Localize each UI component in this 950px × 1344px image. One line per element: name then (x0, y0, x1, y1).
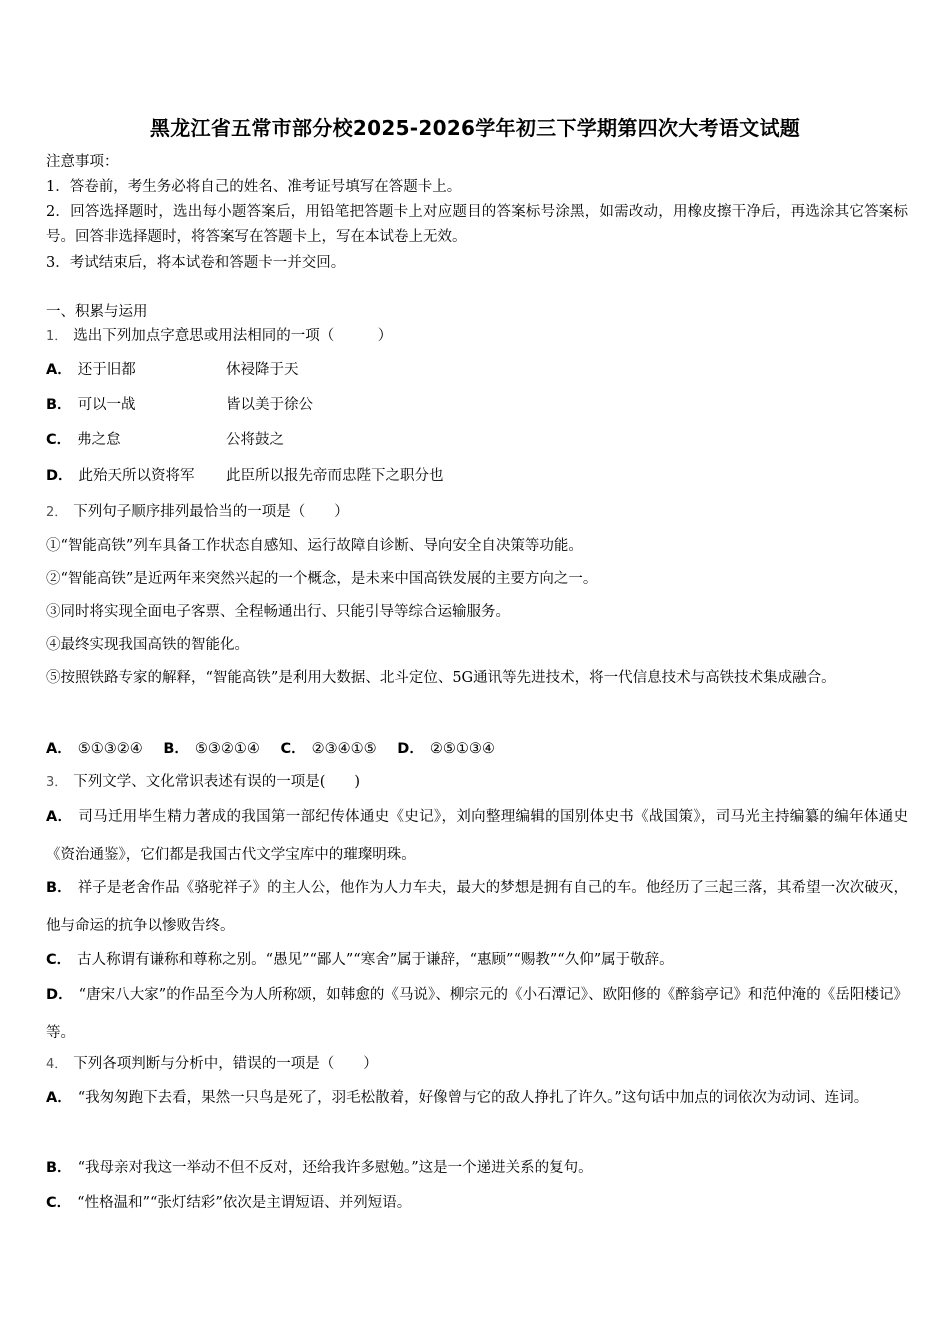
sentence-item: ④最终实现我国高铁的智能化。 (46, 637, 249, 653)
question-3-option-a (46, 798, 908, 874)
question-4-stem (46, 1054, 908, 1075)
question-1-option-c (46, 430, 908, 450)
question-4-option-b (46, 1158, 908, 1178)
question-1-option-a (46, 360, 908, 380)
option-left: 还于旧都 (77, 362, 136, 378)
sentence-item: ⑤按照铁路专家的解释，“智能高铁”是利用大数据、北斗定位、5G通讯等先进技术，将一代信息技术与高铁技术集成融合。 (46, 670, 836, 686)
option-label: D． (46, 987, 73, 1003)
option-text: ⑤①③②④ (77, 741, 143, 757)
question-3-option-d (46, 976, 908, 1052)
option-text: 祥子是老舍作品《骆驼祥子》的主人公，他作为人力车夫，最大的梦想是拥有自己的车。他经历了三起三落，其希望一次次破灭，他与命运的抗争以惨败告终。 (46, 880, 908, 934)
sentence-item: ①“智能高铁”列车具备工作状态自感知、运行故障自诊断、导向安全自决策等功能。 (46, 538, 583, 554)
option-right: 皆以美于徐公 (226, 397, 313, 413)
option-label: C． (280, 741, 306, 757)
question-2-options (46, 739, 908, 759)
option-label: C． (46, 952, 72, 968)
option-text: 古人称谓有谦称和尊称之别。“愚见”“鄙人”“寒舍”属于谦辞，“惠顾”“赐教”“久仰”属于敬辞。 (77, 952, 674, 968)
notice-item: 2．回答选择题时，选出每小题答案后，用铅笔把答题卡上对应题目的答案标号涂黑，如需改动，用橡皮擦干净后，再选涂其它答案标号。回答非选择题时，将答案写在答题卡上，写在本试卷上无效。 (46, 204, 908, 245)
question-number: 4． (46, 1057, 68, 1072)
option-label: C． (46, 432, 72, 448)
question-1-option-d (46, 466, 908, 486)
question-number: 3． (46, 775, 68, 790)
question-4-option-a (46, 1079, 908, 1117)
option-label: A． (46, 741, 72, 757)
notice-item: 1．答卷前，考生务必将自己的姓名、准考证号填写在答题卡上。 (46, 179, 462, 195)
notice-item: 3．考试结束后，将本试卷和答题卡一并交回。 (46, 255, 346, 271)
option-left: 可以一战 (77, 397, 136, 413)
option-label: D． (46, 468, 73, 484)
option-text: ⑤③②①④ (194, 741, 260, 757)
option-label: A． (46, 809, 73, 825)
option-text: ②③④①⑤ (311, 741, 377, 757)
question-3-option-c (46, 950, 908, 970)
option-label: D． (397, 741, 424, 757)
option-label: A． (46, 362, 72, 378)
question-text: 选出下列加点字意思或用法相同的一项（ ） (73, 328, 393, 344)
option-label: B． (46, 880, 72, 896)
page-title: 黑龙江省五常市部分校2025-2026学年初三下学期第四次大考语文试题 (149, 116, 801, 140)
question-4-option-c (46, 1193, 908, 1213)
option-label: B． (163, 741, 189, 757)
question-3-option-b (46, 869, 908, 945)
question-2-stem (46, 502, 908, 523)
option-text: “我匆匆跑下去看，果然一只鸟是死了，羽毛松散着，好像曾与它的敌人挣扎了许久。”这句话中加点的词依次为动词、连词。 (77, 1090, 869, 1106)
notice-heading: 注意事项： (46, 154, 119, 170)
option-text: “唐宋八大家”的作品至今为人所称颂，如韩愈的《马说》、柳宗元的《小石潭记》、欧阳修的《醉翁亭记》和范仲淹的《岳阳楼记》等。 (46, 987, 908, 1041)
question-1-option-b (46, 395, 908, 415)
question-3-stem (46, 772, 908, 793)
option-text: “性格温和”“张灯结彩”依次是主谓短语、并列短语。 (77, 1195, 412, 1211)
option-right: 公将鼓之 (226, 432, 284, 448)
option-right: 休祲降于天 (226, 362, 299, 378)
question-number: 2． (46, 505, 68, 520)
question-text: 下列各项判断与分析中，错误的一项是（ ） (73, 1056, 378, 1072)
question-1-stem (46, 326, 908, 347)
option-label: A． (46, 1090, 72, 1106)
option-label: B． (46, 397, 72, 413)
option-left: 弗之怠 (77, 432, 121, 448)
sentence-item: ②“智能高铁”是近两年来突然兴起的一个概念，是未来中国高铁发展的主要方向之一。 (46, 571, 598, 587)
option-text: “我母亲对我这一举动不但不反对，还给我许多慰勉。”这是一个递进关系的复句。 (77, 1160, 593, 1176)
option-right: 此臣所以报先帝而忠陛下之职分也 (226, 468, 444, 484)
question-text: 下列文学、文化常识表述有误的一项是( ) (73, 774, 361, 790)
option-text: ②⑤①③④ (429, 741, 495, 757)
question-number: 1． (46, 329, 68, 344)
section-heading: 一、积累与运用 (46, 304, 148, 320)
question-text: 下列句子顺序排列最恰当的一项是（ ） (73, 504, 349, 520)
option-label: B． (46, 1160, 72, 1176)
option-left: 此殆天所以资将军 (78, 468, 195, 484)
sentence-item: ③同时将实现全面电子客票、全程畅通出行、只能引导等综合运输服务。 (46, 604, 510, 620)
option-text: 司马迁用毕生精力著成的我国第一部纪传体通史《史记》，刘向整理编辑的国别体史书《战国策》，司马光主持编纂的编年体通史《资治通鉴》，它们都是我国古代文学宝库中的璀璨明珠。 (46, 809, 908, 863)
option-label: C． (46, 1195, 72, 1211)
